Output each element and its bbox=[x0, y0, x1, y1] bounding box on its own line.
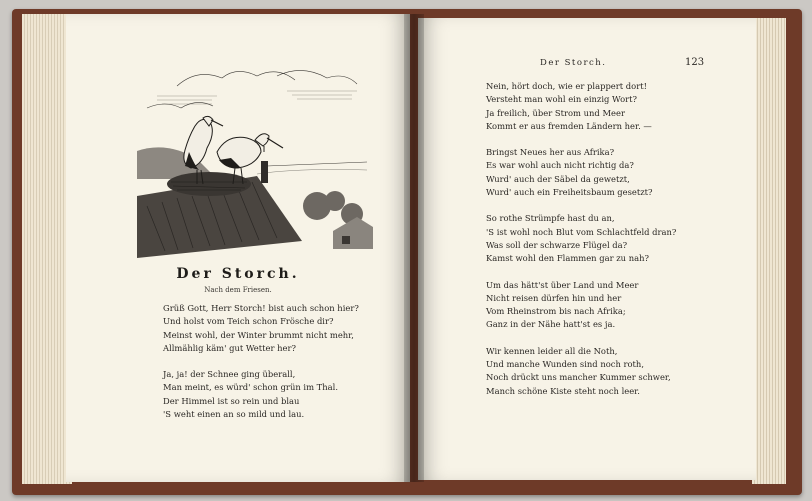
page-number: 123 bbox=[685, 57, 705, 68]
verse-line: Und manche Wunden sind noch roth, bbox=[486, 359, 644, 370]
poem-subtitle: Nach dem Friesen. bbox=[204, 286, 272, 294]
verse-line: Kamst wohl den Flammen gar zu nah? bbox=[486, 253, 649, 264]
poem-title: Der Storch. bbox=[176, 266, 300, 282]
stanza bbox=[486, 212, 676, 265]
verse-line: Wurd' auch ein Freiheitsbaum gesetzt? bbox=[486, 187, 653, 198]
verse-line: Ganz in der Nähe hatt'st es ja. bbox=[486, 319, 616, 330]
stanza bbox=[486, 279, 676, 332]
verse-line: Kommt er aus fremden Ländern her. — bbox=[486, 120, 652, 131]
verse-line: Es war wohl auch nicht richtig da? bbox=[486, 160, 634, 171]
verse-line: Man meint, es würd' schon grün im Thal. bbox=[163, 382, 338, 393]
verse-line: Wir kennen leider all die Noth, bbox=[486, 345, 618, 356]
stork-illustration bbox=[137, 56, 373, 258]
stanza bbox=[486, 345, 676, 398]
stanza bbox=[163, 368, 359, 421]
page-edges-right bbox=[752, 18, 786, 484]
verse-line: Ja, ja! der Schnee ging überall, bbox=[163, 369, 296, 380]
verse-line: 'S ist wohl noch Blut vom Schlachtfeld dran? bbox=[486, 226, 677, 237]
verse-line: So rothe Strümpfe hast du an, bbox=[486, 213, 615, 224]
verse-line: Manch schöne Kiste steht noch leer. bbox=[486, 385, 640, 396]
verse-line: Und holst vom Teich schon Frösche dir? bbox=[163, 316, 334, 327]
left-poem bbox=[163, 302, 359, 421]
book-gutter bbox=[404, 14, 424, 482]
verse-line: Versteht man wohl ein einzig Wort? bbox=[486, 94, 637, 105]
verse-line: Wurd' auch der Säbel da gewetzt, bbox=[486, 173, 630, 184]
page-edges-left bbox=[22, 14, 72, 484]
verse-line: Der Himmel ist so rein und blau bbox=[163, 395, 300, 406]
verse-line: Was soll der schwarze Flügel da? bbox=[486, 239, 628, 250]
verse-line: Meinst wohl, der Winter brummt nicht mehr, bbox=[163, 329, 354, 340]
verse-line: Noch drückt uns mancher Kummer schwer, bbox=[486, 372, 671, 383]
stanza bbox=[486, 80, 676, 133]
verse-line: Nein, hört doch, wie er plappert dort! bbox=[486, 81, 647, 91]
verse-line: Ja freilich, über Strom und Meer bbox=[486, 107, 625, 118]
verse-line: Um das hätt'st über Land und Meer bbox=[486, 279, 639, 290]
right-poem bbox=[486, 80, 676, 398]
stanza bbox=[486, 146, 676, 199]
verse-line: Grüß Gott, Herr Storch! bist auch schon hier? bbox=[163, 303, 359, 313]
verse-line: 'S weht einen an so mild und lau. bbox=[163, 409, 305, 420]
verse-line: Nicht reisen dürfen hin und her bbox=[486, 292, 622, 303]
stanza bbox=[163, 302, 359, 355]
verse-line: Vom Rheinstrom bis nach Afrika; bbox=[486, 306, 626, 317]
running-head: Der Storch. bbox=[540, 58, 607, 68]
verse-line: Allmählig käm' gut Wetter her? bbox=[163, 342, 296, 353]
verse-line: Bringst Neues her aus Afrika? bbox=[486, 147, 615, 158]
